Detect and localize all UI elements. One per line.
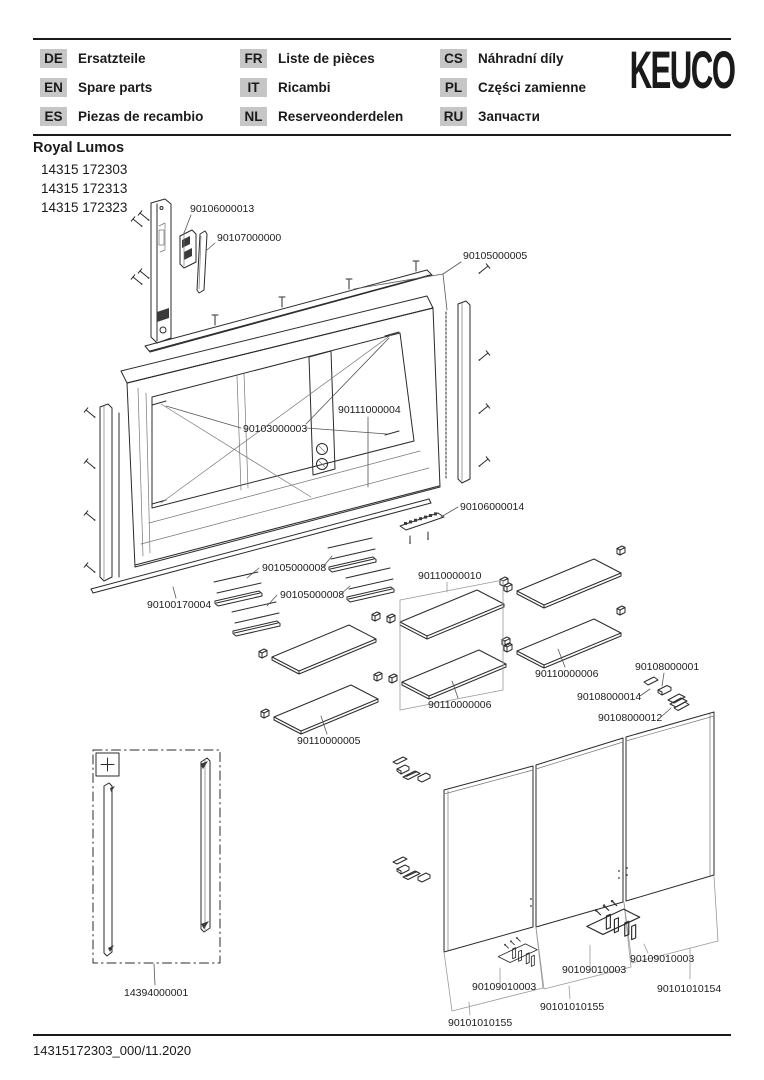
kit-strip-left	[104, 783, 115, 956]
part-label: 90106000014	[460, 501, 525, 513]
lang-label-es: Piezas de recambio	[78, 109, 204, 124]
part-label: 90100170004	[147, 599, 212, 611]
part-label: 90111000004	[338, 404, 401, 416]
part-label: 90109010003	[562, 964, 627, 976]
lang-label-it: Ricambi	[278, 80, 331, 95]
lang-label-cs: Náhradní díly	[478, 51, 564, 66]
part-label: 90109010003	[630, 953, 695, 965]
door-hinge-assembly	[393, 757, 430, 882]
part-label: 90103000003	[243, 423, 308, 435]
door-hinge-part	[498, 937, 537, 966]
lang-badge-es: ES	[40, 107, 67, 126]
leader-line	[184, 215, 191, 233]
lang-badge-pl: PL	[440, 78, 467, 97]
plus-icon	[101, 758, 114, 771]
part-label: 90110000006	[535, 668, 599, 680]
part-label: 90110000005	[297, 735, 361, 747]
part-label: 90110000010	[418, 570, 482, 582]
hanging-bracket-part	[180, 230, 196, 268]
part-label: 90105000008	[280, 589, 345, 601]
lang-label-ru: Запчасти	[478, 109, 540, 124]
left-side-profiles	[100, 404, 119, 581]
lang-label-de: Ersatzteile	[78, 51, 146, 66]
leader-line	[441, 507, 458, 517]
mirror-doors	[444, 712, 714, 952]
leader-line	[558, 649, 565, 667]
part-label: 90107000000	[217, 232, 282, 244]
part-label: 14394000001	[124, 987, 189, 999]
lang-badge-de: DE	[40, 49, 67, 68]
lang-badge-fr: FR	[240, 49, 267, 68]
bracket-cover-part	[197, 231, 207, 293]
part-label: 90110000006	[428, 699, 492, 711]
variant-number: 14315 172313	[41, 181, 128, 196]
part-label: 90109010003	[472, 981, 537, 993]
part-label: 90101010155	[448, 1017, 513, 1029]
lang-label-en: Spare parts	[78, 80, 153, 95]
accessory-kit-box	[93, 750, 220, 963]
footer-rule	[33, 1034, 731, 1036]
leader-line	[173, 587, 176, 598]
document-reference: 14315172303_000/11.2020	[33, 1043, 192, 1058]
lang-badge-it: IT	[240, 78, 267, 97]
terminal-block-part	[400, 512, 444, 544]
top-rail-screws	[212, 261, 419, 325]
leader-line	[166, 338, 389, 434]
part-label: 90108000012	[598, 712, 663, 724]
lang-badge-cs: CS	[440, 49, 467, 68]
shelf-set-bracket	[400, 580, 503, 710]
left-profile-screws	[84, 408, 95, 573]
leader-line	[154, 964, 155, 985]
leader-line	[207, 243, 215, 250]
led-strip-groups	[214, 538, 394, 636]
leader-line	[662, 673, 664, 686]
hinge-small-parts	[644, 677, 689, 711]
top-rail	[145, 270, 432, 352]
lang-badge-ru: RU	[440, 107, 467, 126]
leader-line	[661, 708, 671, 717]
leader-line	[354, 262, 461, 310]
leader-line	[469, 1002, 470, 1015]
keuco-logo: KEUCO	[629, 42, 734, 101]
lang-badge-nl: NL	[240, 107, 267, 126]
right-side-profiles	[446, 301, 470, 483]
leader-line	[640, 689, 650, 696]
leader-line	[569, 986, 570, 999]
lang-badge-en: EN	[40, 78, 67, 97]
variant-number: 14315 172323	[41, 200, 128, 215]
part-label: 90101010155	[540, 1001, 605, 1013]
product-title: Royal Lumos	[33, 140, 125, 156]
part-label: 90106000013	[190, 203, 255, 215]
leader-line	[644, 944, 648, 953]
part-label: 90108000014	[577, 691, 642, 703]
lang-label-pl: Części zamienne	[478, 80, 587, 95]
wall-rail-screws	[131, 211, 149, 285]
part-label: 90105000005	[463, 250, 528, 262]
kit-strip-right	[200, 758, 210, 932]
wall-rail	[151, 199, 171, 343]
variant-number: 14315 172303	[41, 162, 128, 177]
right-profile-screws	[479, 264, 490, 467]
part-label: 90101010154	[657, 983, 722, 995]
part-label: 90105000008	[262, 562, 327, 574]
lang-label-fr: Liste de pièces	[278, 51, 375, 66]
lang-label-nl: Reserveonderdelen	[278, 109, 404, 124]
door-hinge-part	[587, 900, 640, 940]
part-label: 90108000001	[635, 661, 700, 673]
